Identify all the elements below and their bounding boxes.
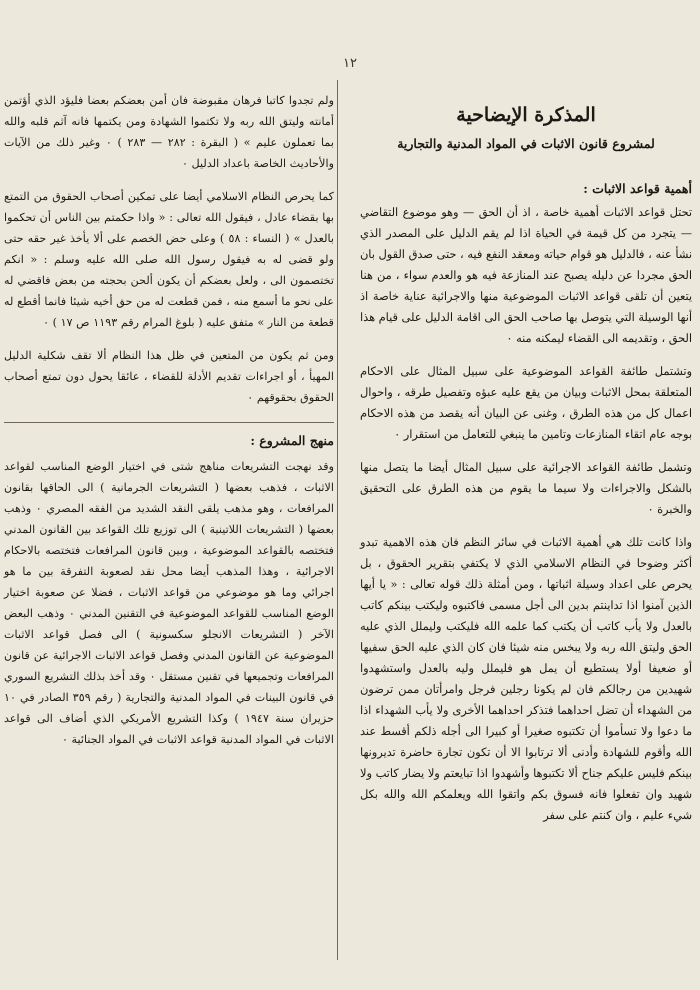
- paragraph: ولم تجدوا كاتبا فرهان مقبوضة فان أمن بعضكم بعضا فليؤد الذي أؤتمن أمانته وليتق الله ربه ولا تكتموا الشهادة ومن يكتمها فانه آثم قلبه والله بما تعملون عليم » ( البقرة : ٢٨٢ — ٢٨٣ ) ٠ وغير ذلك من الآيات والأحاديث الخاصة باعداد الدليل ٠: [4, 94, 334, 170]
- paragraph: تحتل قواعد الاثبات أهمية خاصة ، اذ أن الحق — وهو موضوع التقاضي — يتجرد من كل قيمة في الحياة اذا لم يقم الدليل على المصدر الذي نشأ عنه ، فالدليل هو قوام حياته ومعقد النفع فيه ، حتى صدق القول بان الحق مجردا عن دليله يصبح عند المنازعة فيه هو والعدم سواء ، من هنا يتعين أن تلقى قواعد الاثبات الموضوعية منها والاجرائية عناية خاصة اذ أنها الوسيلة التي يتوصل بها صاحب الحق الى اقامة الدليل على قيام هذا الحق ، وتقديمه الى القضاء ليمكنه منه ٠: [360, 206, 692, 345]
- section-separator: [4, 422, 334, 423]
- column-divider: [337, 80, 338, 960]
- right-column: [360, 72, 692, 838]
- paragraph: ومن ثم يكون من المتعين في ظل هذا النظام ألا تقف شكلية الدليل المهيأ ، أو اجراءات تقديم الأدلة للقضاء ، عائقا يحول دون تمتع أصحاب الحقوق بحقوقهم ٠: [4, 349, 334, 404]
- paragraph: واذا كانت تلك هي أهمية الاثبات في سائر النظم فان هذه الاهمية تبدو أكثر وضوحا في النظام الاسلامي الذي لا يكتفي بتقرير الحقوق ، بل يحرص على اعداد وسيلة اثباتها ، ومن أمثلة ذلك قوله تعالى : « يا أيها الذين آمنوا اذا تداينتم بدين الى أجل مسمى فاكتبوه وليكتب بينكم كاتب بالعدل ولا يأب كاتب أن يكتب كما علمه الله فليكتب وليملل الذي عليه الحق وليتق الله ربه ولا يبخس منه شيئا فان كان الذي عليه الحق سفيها أو ضعيفا أولا يستطيع أن يمل هو فليملل وليه بالعدل واستشهدوا شهيدين من رجالكم فان لم يكونا رجلين فرجل وامرأتان ممن ترضون من الشهداء أن تضل احداهما فتذكر احداهما الأخرى ولا يأب الشهداء اذا ما دعوا ولا تسأموا أن تكتبوه صغيرا أو كبيرا الى أجله ذلكم أقسط عند الله وأقوم للشهادة وأدنى ألا ترتابوا الا أن تكون تجارة حاضرة تديرونها بينكم فليس عليكم جناح ألا تكتبوها وأشهدوا اذا تبايعتم ولا يضار كاتب ولا شهيد وان تفعلوا فانه فسوق بكم واتقوا الله ويعلمكم الله والله بكل شيء عليم ، وان كنتم على سفر: [360, 536, 692, 822]
- paragraph: وتشتمل طائفة القواعد الموضوعية على سبيل المثال على الاحكام المتعلقة بمحل الاثبات وبيان من يقع عليه عبؤه وتفصيل طرقه ، واحوال اعمال كل من هذه الطرق ، وغنى عن البيان أنه يقصد من هذه الاحكام بوجه عام اتقاء المنازعات وتامين ما ينبغي للتعامل من استقرار ٠: [360, 365, 692, 441]
- paragraph: وقد نهجت التشريعات مناهج شتى في اختيار الوضع المناسب لقواعد الاثبات ، فذهب بعضها ( التشريعات الجرمانية ) الى الحاقها بقانون المرافعات ، وهو مذهب يلقى النقد الشديد من الفقه المصري ٠ وذهب بعضها ( التشريعات اللاتينية ) الى توزيع تلك القواعد بين القانون المدني فتختصه بالقواعد الموضوعية ، وبين قانون المرافعات فتختصه بالاحكام الاجرائية ، وهذا المذهب أيضا محل نقد لصعوبة التفرقة بين ما هو اجرائي وما هو موضوعي من قواعد الاثبات ، فضلا عن صعوبة اختيار الوضع المناسب للقواعد الموضوعية في التقنين المدني ٠ وذهب البعض الآخر ( التشريعات الانجلو سكسونية ) الى فصل قواعد الاثبات الموضوعية عن القانون المدني وفصل قواعد الاثبات الاجرائية عن قانون المرافعات وتجميعها في تقنين مستقل ٠ وقد أخذ بذلك التشريع السوري في قانون البينات في المواد المدنية والتجارية ( رقم ٣٥٩ الصادر في ١٠ حزيران سنة ١٩٤٧ ) وكذا التشريع الأمريكي الذي أضاف الى قواعد الاثبات في المواد المدنية قواعد الاثبات في المواد الجنائية ٠: [4, 460, 334, 746]
- paragraph: كما يحرص النظام الاسلامي أيضا على تمكين أصحاب الحقوق من التمتع بها بقضاء عادل ، فيقول الله تعالى : « واذا حكمتم بين الناس أن تحكموا بالعدل » ( النساء : ٥٨ ) وعلى حض الخصم على ألا يأخذ غير حقه حتى ولو قضى له به فيقول رسول الله صلى الله عليه وسلم : « انكم تختصمون الى ، ولعل بعضكم أن يكون ألحن بحجته من بعض فاقضي له على نحو ما أسمع منه ، فمن قطعت له من حق أخيه شيئا فانما أقطع له قطعة من النار » متفق عليه ( بلوغ المرام رقم ١١٩٣ ص ١٧ ) ٠: [4, 190, 334, 329]
- section-heading-method: منهج المشروع :: [250, 433, 334, 448]
- paragraph: وتشمل طائفة القواعد الاجرائية على سبيل المثال أيضا ما يتصل منها بالشكل والاجراءات ولا سيما ما يقوم من هذه الطرق على التحقيق والخبرة ٠: [360, 461, 692, 516]
- left-column: [4, 72, 334, 762]
- document-subtitle: لمشروع قانون الاثبات في المواد المدنية والتجارية: [397, 136, 655, 151]
- document-title: المذكرة الإيضاحية: [456, 104, 596, 126]
- section-heading-importance: أهمية قواعد الاثبات :: [583, 181, 692, 196]
- page-number: ١٢: [343, 56, 357, 71]
